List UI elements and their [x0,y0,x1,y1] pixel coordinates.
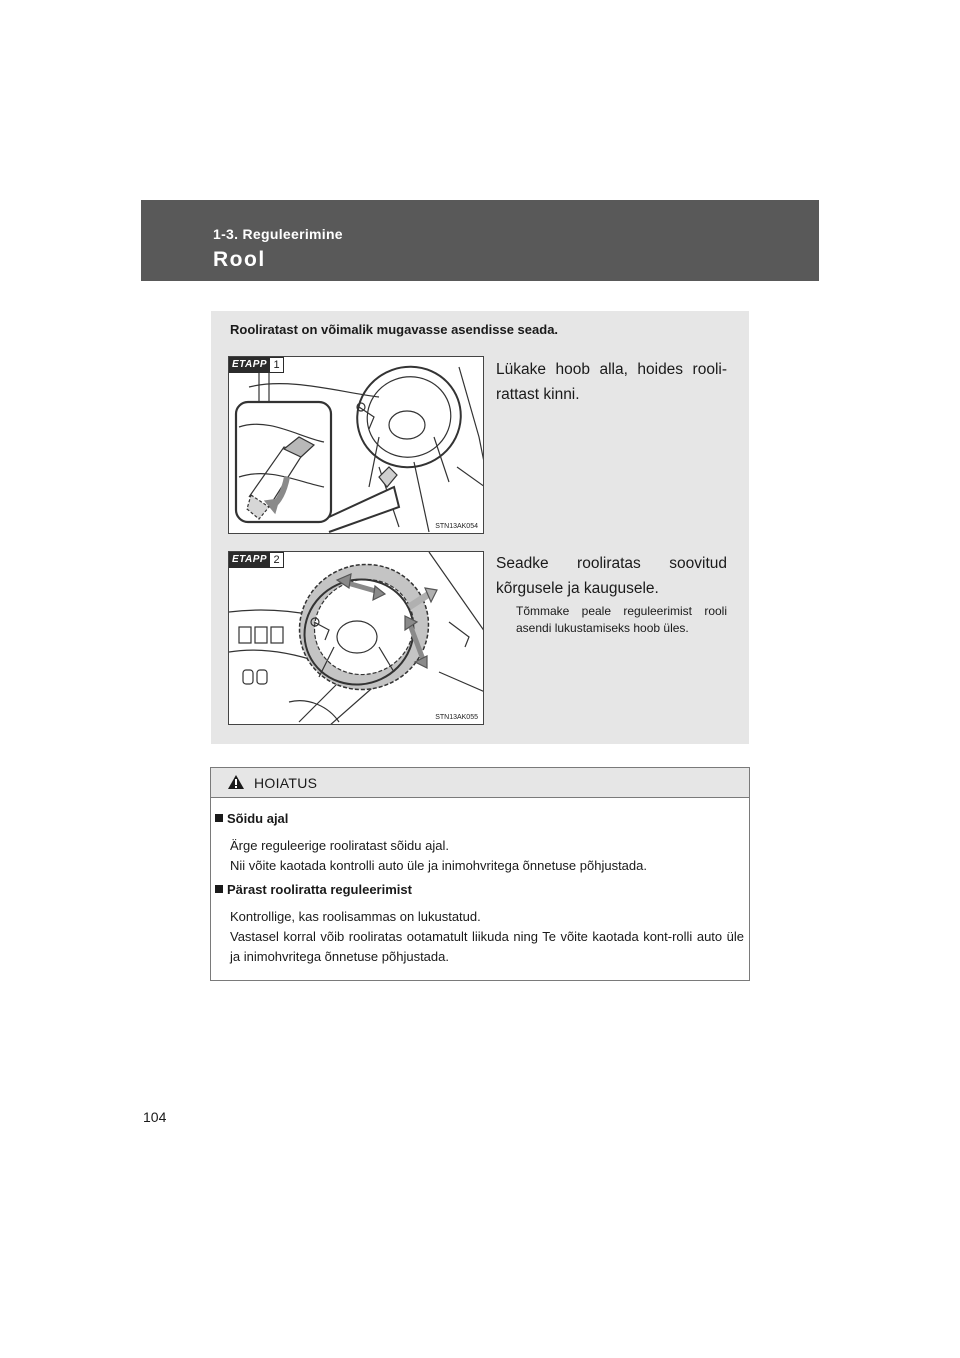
section-label: 1-3. Reguleerimine [213,226,343,242]
steering-lever-drawing [229,357,484,534]
step-1-text: Lükake hoob alla, hoides rooli-rattast kinni. [496,361,727,403]
bullet-square-icon [215,885,223,893]
step-1-badge [229,357,284,373]
intro-text: Rooliratast on võimalik mugavasse asendisse seada. [230,322,559,337]
warning-title: HOIATUS [254,775,318,791]
step-badge-word: ETAPP [229,357,270,373]
step-badge-number: 1 [270,357,284,373]
figure-code: STN13AK054 [435,523,478,530]
step-2-badge [229,552,284,568]
steering-adjust-drawing [229,552,484,725]
bullet-square-icon [215,814,223,822]
warning-item-line: Nii võite kaotada kontrolli auto üle ja inimohvritega õnnetuse põhjustada. [230,858,647,873]
instruction-panel [211,311,749,744]
page-title: Rool [213,248,266,271]
warning-item-line: Ärge reguleerige rooliratast sõidu ajal. [230,838,449,853]
warning-item-heading: Pärast rooliratta reguleerimist [215,882,412,897]
step-1-illustration [228,356,484,534]
step-2-text: Seadke rooliratas soovitud kõrgusele ja kaugusele. [496,555,727,597]
warning-box [210,767,750,981]
step-badge-number: 2 [270,552,284,568]
page-number: 104 [143,1109,167,1125]
warning-item-line: Kontrollige, kas roolisammas on lukustatud. [230,909,481,924]
step-2-note: Tõmmake peale reguleerimist rooli asendi lukustamiseks hoob üles. [516,604,727,635]
step-badge-word: ETAPP [229,552,270,568]
figure-code: STN13AK055 [435,714,478,721]
warning-item-line: Vastasel korral võib rooliratas ootamatult liikuda ning Te võite kaotada kont-rolli auto üle ja inimohvritega õnnetuse põhjustada. [230,929,744,964]
step-2-illustration [228,551,484,725]
warning-item-heading: Sõidu ajal [215,811,288,826]
warning-triangle-icon [227,774,245,790]
chapter-header [141,200,819,281]
warning-header [211,768,749,798]
